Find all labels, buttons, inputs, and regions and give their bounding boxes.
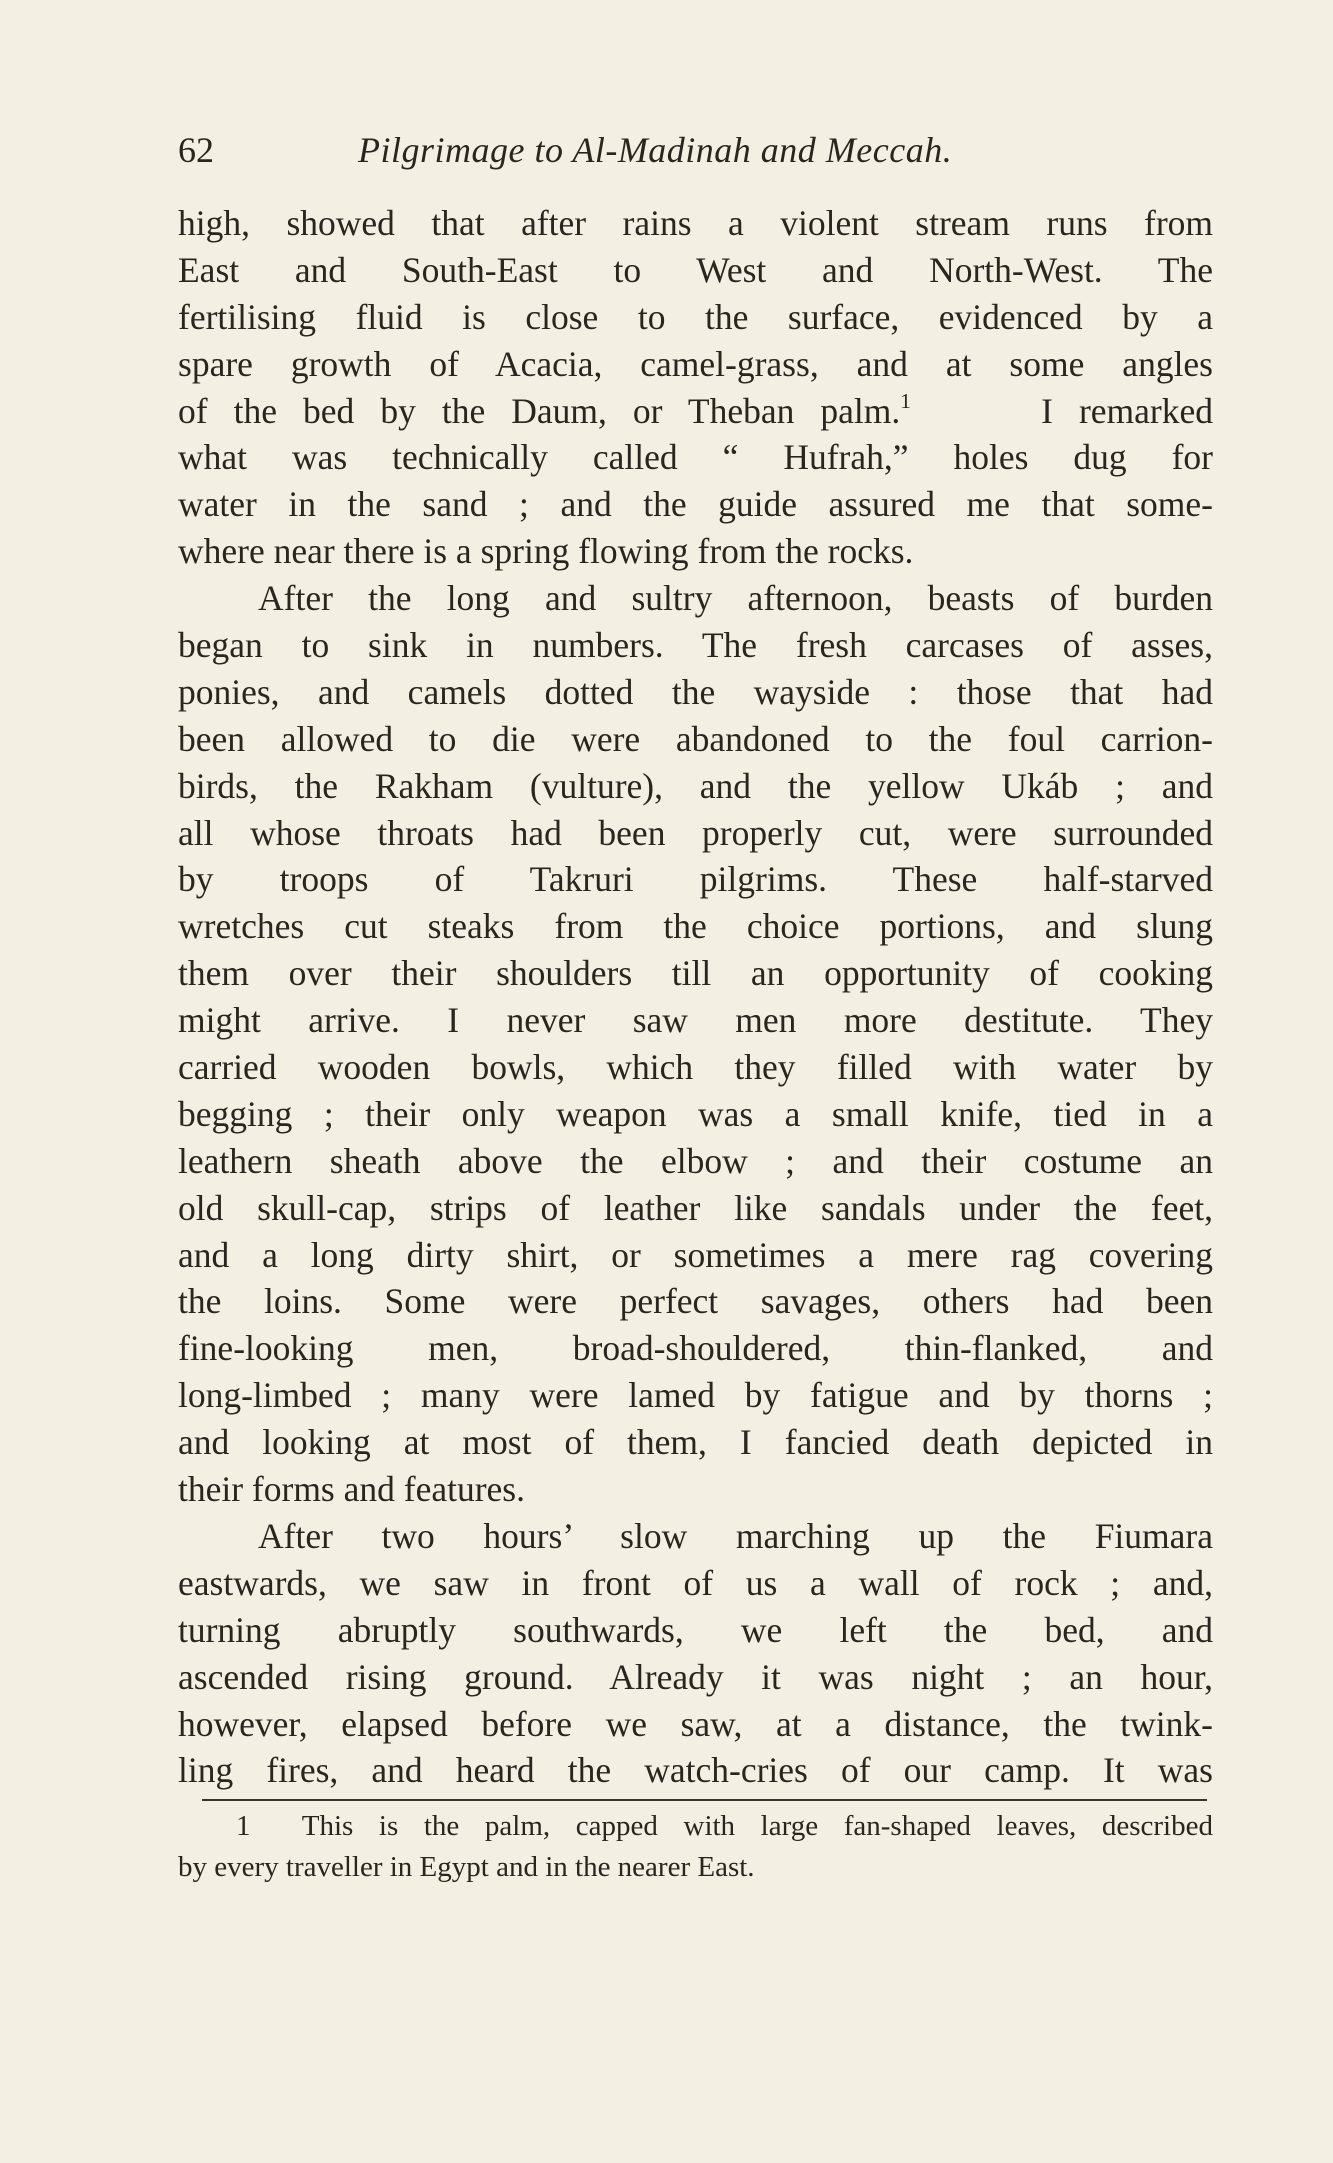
text-line: and looking at most of them, I fancied death depicted in xyxy=(178,1422,1213,1463)
text-line: leathern sheath above the elbow ; and their costume an xyxy=(178,1140,1213,1181)
text-line: them over their shoulders till an opportunity of cooking xyxy=(178,953,1213,994)
text-line: been allowed to die were abandoned to the foul carrion- xyxy=(178,718,1213,759)
text-line: begging ; their only weapon was a small knife, tied in a xyxy=(178,1093,1213,1134)
text-line: all whose throats had been properly cut, were surrounded xyxy=(178,812,1213,853)
text-line: and a long dirty shirt, or sometimes a mere rag covering xyxy=(178,1234,1213,1275)
text-line: high, showed that after rains a violent stream runs from xyxy=(178,203,1213,243)
text-line: might arrive. I never saw men more destitute. They xyxy=(178,1000,1213,1041)
text-fragment: of the bed by the Daum, or Theban palm. xyxy=(178,390,901,431)
footnote-marker: 1 xyxy=(236,1810,251,1842)
text-line: however, elapsed before we saw, at a distance, the twink- xyxy=(178,1703,1213,1744)
footnote xyxy=(178,1806,1213,1888)
text-line: the loins. Some were perfect savages, others had been xyxy=(178,1281,1213,1322)
running-title: Pilgrimage to Al-Madinah and Meccah. xyxy=(358,130,953,170)
text-line xyxy=(178,388,1213,435)
page-header xyxy=(178,122,1213,178)
footnote-line: by every traveller in Egypt and in the nearer East. xyxy=(178,1851,755,1883)
text-line: long-limbed ; many were lamed by fatigue and by thorns ; xyxy=(178,1375,1213,1416)
text-line: ascended rising ground. Already it was night ; an hour, xyxy=(178,1656,1213,1697)
text-line: ling fires, and heard the watch-cries of our camp. It was xyxy=(178,1750,1213,1791)
text-line: their forms and features. xyxy=(178,1469,525,1510)
footnote-divider xyxy=(202,1799,1207,1801)
body-text xyxy=(178,200,1213,1794)
text-line: ponies, and camels dotted the wayside : those that had xyxy=(178,671,1213,712)
footnote-reference: 1 xyxy=(900,388,911,413)
text-line: carried wooden bowls, which they filled with water by xyxy=(178,1047,1213,1088)
paragraph-start-line: After two hours’ slow marching up the Fiumara xyxy=(258,1515,1213,1556)
text-line: eastwards, we saw in front of us a wall of rock ; and, xyxy=(178,1562,1213,1603)
text-line: by troops of Takruri pilgrims. These half-starved xyxy=(178,859,1213,900)
footnote-line xyxy=(178,1806,1213,1847)
text-line: old skull-cap, strips of leather like sandals under the feet, xyxy=(178,1187,1213,1228)
text-line: turning abruptly southwards, we left the bed, and xyxy=(178,1609,1213,1650)
footnote-text: This is the palm, capped with large fan-shaped leaves, described xyxy=(301,1810,1213,1842)
text-line: spare growth of Acacia, camel-grass, and at some angles xyxy=(178,343,1213,384)
text-line: fertilising fluid is close to the surface, evidenced by a xyxy=(178,296,1213,337)
text-line: what was technically called “ Hufrah,” holes dug for xyxy=(178,437,1213,478)
text-line: water in the sand ; and the guide assured me that some- xyxy=(178,484,1213,525)
text-fragment: I remarked xyxy=(1041,390,1213,431)
page-number: 62 xyxy=(178,130,214,170)
paragraph-start-line: After the long and sultry afternoon, beasts of burden xyxy=(258,578,1213,619)
text-line: fine-looking men, broad-shouldered, thin-flanked, and xyxy=(178,1328,1213,1369)
text-line: wretches cut steaks from the choice portions, and slung xyxy=(178,906,1213,947)
text-line: birds, the Rakham (vulture), and the yellow Ukáb ; and xyxy=(178,765,1213,806)
text-line: where near there is a spring flowing from the rocks. xyxy=(178,531,914,572)
text-line: began to sink in numbers. The fresh carcases of asses, xyxy=(178,625,1213,666)
text-line: East and South-East to West and North-West. The xyxy=(178,249,1213,290)
